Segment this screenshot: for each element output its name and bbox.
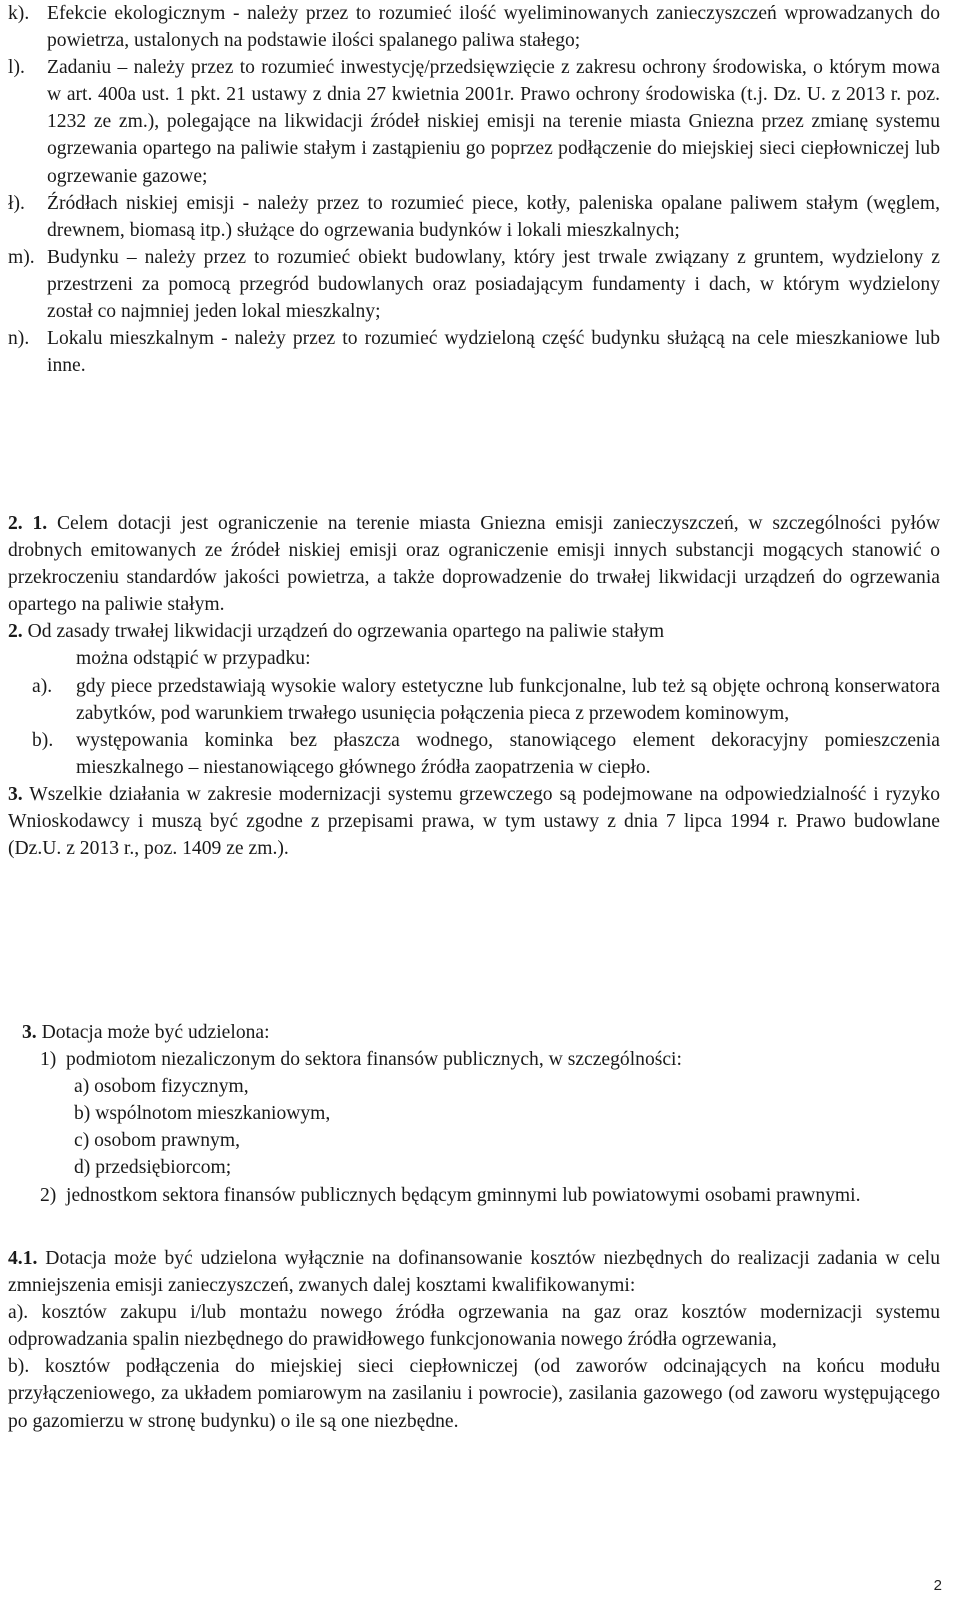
definitions-list <box>8 0 940 379</box>
sub-item-text: a) osobom fizycznym, <box>74 1076 249 1098</box>
exception-b <box>8 727 940 781</box>
sub-item-text: b) wspólnotom mieszkaniowym, <box>74 1103 331 1125</box>
eligible-sub-a <box>8 1073 940 1100</box>
paragraph-text: można odstąpić w przypadku: <box>76 648 311 670</box>
paragraph-text: Celem dotacji jest ograniczenie na terenie miasta Gniezna emisji zanieczyszczeń, w szczególności pyłów drobnych emitowanych ze źródeł niskiej emisji oraz ograniczenie emisji innych substancji mogących stanowić o przekroczeniu standardów jakości powietrza, a także doprowadzenie do trwałej likwidacji urządzeń do ogrzewania opartego na paliwie stałym. <box>8 513 940 616</box>
definition-m <box>8 244 940 325</box>
paragraph-number: 2. 1. <box>8 513 48 534</box>
definition-text: Efekcie ekologicznym - należy przez to rozumieć ilość wyeliminowanych zanieczyszczeń wprowadzanych do powietrza, ustalonych na podstawie ilości spalanego paliwa stałego; <box>47 3 940 52</box>
page-number: 2 <box>933 1577 942 1594</box>
sub-item-text: c) osobom prawnym, <box>74 1130 240 1152</box>
item-text: kosztów zakupu i/lub montażu nowego źródła ogrzewania na gaz oraz kosztów modernizacji systemu odprowadzania spalin niezbędnego do prawidłowego funkcjonowania nowego źródła ogrzewania, <box>8 1302 940 1351</box>
section-2-paragraph-2-continuation <box>8 645 940 672</box>
eligible-sub-d <box>8 1154 940 1181</box>
item-text: kosztów podłączenia do miejskiej sieci ciepłowniczej (od zaworów odcinających na końcu modułu przyłączeniowego, za układem pomiarowym na zasilaniu i powrocie), zasilania gazowego (od zaworu występującego po gazomierzu w stronę budynku) o ile są one niezbędne. <box>8 1356 940 1432</box>
eligible-item-2 <box>8 1182 940 1209</box>
cost-item-a <box>8 1299 940 1353</box>
sub-item-text: d) przedsiębiorcom; <box>74 1157 232 1179</box>
section-3 <box>8 1019 940 1209</box>
definition-text: Zadaniu – należy przez to rozumieć inwestycję/przedsięwzięcie z zakresu ochrony środowiska, o którym mowa w art. 400a ust. 1 pkt. 21 ustawy z dnia 27 kwietnia 2001r. Prawo ochrony środowiska (t.j. Dz. U. z 2013 r. poz. 1232 ze zm.), polegające na likwidacji źródeł niskiej emisji na terenie miasta Gniezna przez zmianę systemu ogrzewania opartego na paliwie stałym i zastąpieniu go poprzez podłączenie do miejskiej sieci ciepłowniczej lub ogrzewanie gazowe; <box>47 57 940 187</box>
item-label: b). <box>32 729 54 751</box>
item-label: 2) <box>40 1184 57 1206</box>
paragraph-text: Dotacja może być udzielona wyłącznie na dofinansowanie kosztów niezbędnych do realizacji zadania w celu zmniejszenia emisji zanieczyszczeń, zwanych dalej kosztami kwalifikowanymi: <box>8 1248 941 1297</box>
eligible-sub-b <box>8 1100 940 1127</box>
definition-text: Budynku – należy przez to rozumieć obiekt budowlany, który jest trwale związany z gruntem, wydzielony z przestrzeni za pomocą przegród budowlanych oraz posiadającym fundamenty i dach, w którym wydzielony został co najmniej jeden lokal mieszkalny; <box>47 246 940 323</box>
definition-label: m). <box>8 246 35 268</box>
section-number: 3. <box>22 1022 37 1043</box>
paragraph-number: 3. <box>8 783 23 805</box>
item-text: jednostkom sektora finansów publicznych będącym gminnymi lub powiatowymi osobami prawnymi. <box>66 1184 861 1206</box>
section-3-heading <box>8 1019 940 1046</box>
paragraph-text: Wszelkie działania w zakresie modernizacji systemu grzewczego są podejmowane na odpowiedzialność i ryzyko Wnioskodawcy i muszą być zgodne z przepisami prawa, w tym ustawy z dnia 7 lipca 1994 r. Prawo budowlane (Dz.U. z 2013 r., poz. 1409 ze zm.). <box>8 783 941 860</box>
section-text: Dotacja może być udzielona: <box>41 1022 270 1043</box>
definition-l-stroke <box>8 190 940 244</box>
definition-label: l). <box>8 57 25 79</box>
item-label: b). <box>8 1356 30 1378</box>
section-2-paragraph-3 <box>8 781 940 862</box>
definition-k <box>8 0 940 54</box>
definition-text: Lokalu mieszkalnym - należy przez to rozumieć wydzieloną część budynku służącą na cele mieszkaniowe lub inne. <box>47 328 940 377</box>
section-2-paragraph-1 <box>8 510 940 618</box>
definition-n <box>8 325 940 379</box>
definition-label: ł). <box>8 192 25 214</box>
definition-text: Źródłach niskiej emisji - należy przez to rozumieć piece, kotły, paleniska opalane paliwem stałym (węglem, drewnem, biomasą itp.) służące do ogrzewania budynków i lokali mieszkalnych; <box>47 192 940 241</box>
item-label: a). <box>32 675 53 697</box>
paragraph-text: Od zasady trwałej likwidacji urządzeń do ogrzewania opartego na paliwie stałym <box>27 621 665 643</box>
item-label: 1) <box>40 1049 57 1071</box>
item-text: podmiotom niezaliczonym do sektora finansów publicznych, w szczególności: <box>66 1049 682 1071</box>
paragraph-number: 4.1. <box>8 1248 38 1269</box>
section-4-paragraph-1 <box>8 1245 940 1299</box>
section-4 <box>8 1245 940 1435</box>
definition-label: n). <box>8 328 30 350</box>
definition-label: k). <box>8 3 30 24</box>
item-text: gdy piece przedstawiają wysokie walory estetyczne lub funkcjonalne, lub też są objęte ochroną konserwatora zabytków, pod warunkiem trwałego usunięcia połączenia pieca z przewodem kominowym, <box>76 675 940 724</box>
cost-item-b <box>8 1353 940 1434</box>
section-2 <box>8 510 940 862</box>
eligible-item-1 <box>8 1046 940 1073</box>
exception-a <box>8 673 940 727</box>
section-2-paragraph-2 <box>8 618 940 645</box>
item-label: a). <box>8 1302 29 1324</box>
paragraph-number: 2. <box>8 621 23 643</box>
item-text: występowania kominka bez płaszcza wodnego, stanowiącego element dekoracyjny pomieszczenia mieszkalnego – niestanowiącego głównego źródła zaopatrzenia w ciepło. <box>76 729 940 778</box>
eligible-sub-c <box>8 1127 940 1154</box>
definition-l <box>8 54 940 189</box>
